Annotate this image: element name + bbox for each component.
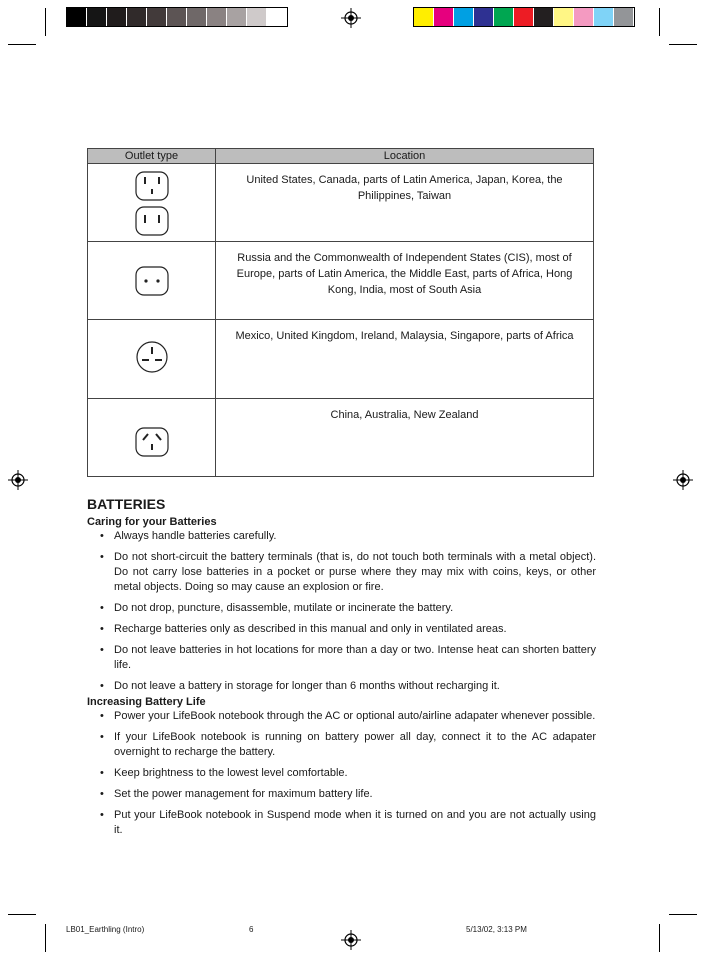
us-two-prong-outlet-icon (132, 204, 172, 238)
color-swatch (474, 8, 494, 26)
outlet-cell (88, 399, 216, 477)
color-swatch (554, 8, 574, 26)
crop-mark (45, 924, 46, 952)
crop-mark (659, 924, 660, 952)
footer-page-number: 6 (249, 925, 254, 934)
table-row (88, 320, 594, 399)
registration-mark-icon (341, 930, 361, 950)
color-swatch (227, 8, 247, 26)
color-swatch (594, 8, 614, 26)
round-pin-outlet-icon (132, 264, 172, 298)
color-swatch (127, 8, 147, 26)
crop-mark (659, 8, 660, 36)
color-swatch (147, 8, 167, 26)
list-item: • If your LifeBook notebook is running on battery power all day, connect it to the AC adapater overnight to recharge the battery. (87, 730, 596, 760)
registration-mark-icon (8, 470, 28, 490)
color-swatch (247, 8, 267, 26)
color-swatch (267, 8, 287, 26)
caring-heading: Caring for your Batteries (87, 516, 217, 528)
color-swatch (87, 8, 107, 26)
increasing-heading: Increasing Battery Life (87, 696, 206, 708)
location-cell: China, Australia, New Zealand (216, 399, 594, 477)
crop-mark (8, 44, 36, 45)
color-swatch (207, 8, 227, 26)
list-item: • Keep brightness to the lowest level comfortable. (87, 766, 596, 781)
color-swatch (514, 8, 534, 26)
registration-mark-icon (341, 8, 361, 28)
crop-mark (669, 914, 697, 915)
crop-mark (8, 914, 36, 915)
table-header-row (88, 149, 594, 164)
outlet-type-header: Outlet type (88, 149, 216, 164)
table-row (88, 399, 594, 477)
uk-three-pin-outlet-icon (132, 339, 172, 375)
color-swatch (187, 8, 207, 26)
outlet-cell (88, 164, 216, 242)
location-cell: Mexico, United Kingdom, Ireland, Malaysia, Singapore, parts of Africa (216, 320, 594, 399)
color-swatch (494, 8, 514, 26)
section-title: BATTERIES (87, 496, 166, 512)
process-color-bar (413, 7, 635, 27)
grayscale-color-bar (66, 7, 288, 27)
color-swatch (534, 8, 554, 26)
crop-mark (45, 8, 46, 36)
location-cell: Russia and the Commonwealth of Independent States (CIS), most of Europe, parts of Latin America, the Middle East, parts of Africa, Hong Kong, India, most of South Asia (216, 242, 594, 320)
increasing-list (87, 709, 596, 844)
list-item: • Do not leave a battery in storage for longer than 6 months without recharging it. (87, 679, 596, 694)
table-row (88, 164, 594, 242)
outlet-cell (88, 320, 216, 399)
list-item: • Do not drop, puncture, disassemble, mutilate or incinerate the battery. (87, 601, 596, 616)
location-cell: United States, Canada, parts of Latin America, Japan, Korea, the Philippines, Taiwan (216, 164, 594, 242)
list-item: • Always handle batteries carefully. (87, 529, 596, 544)
table-row (88, 242, 594, 320)
color-swatch (574, 8, 594, 26)
color-swatch (67, 8, 87, 26)
color-swatch (414, 8, 434, 26)
color-swatch (167, 8, 187, 26)
registration-mark-icon (673, 470, 693, 490)
color-swatch (614, 8, 634, 26)
color-swatch (107, 8, 127, 26)
list-item: • Do not short-circuit the battery terminals (that is, do not touch both terminals with a metal object). Do not carry lose batteries in a pocket or purse where they may mix with coins, keys, or other metal objects. Doing so may cause an explosion or fire. (87, 550, 596, 595)
outlet-type-table (87, 148, 594, 477)
list-item: • Set the power management for maximum battery life. (87, 787, 596, 802)
outlet-cell (88, 242, 216, 320)
color-swatch (434, 8, 454, 26)
list-item: • Put your LifeBook notebook in Suspend mode when it is turned on and you are not actually using it. (87, 808, 596, 838)
list-item: • Power your LifeBook notebook through the AC or optional auto/airline adapater whenever possible. (87, 709, 596, 724)
list-item: • Do not leave batteries in hot locations for more than a day or two. Intense heat can shorten battery life. (87, 643, 596, 673)
crop-mark (669, 44, 697, 45)
caring-list (87, 529, 596, 700)
angled-pin-outlet-icon (132, 425, 172, 459)
footer-timestamp: 5/13/02, 3:13 PM (466, 925, 527, 934)
location-header: Location (216, 149, 594, 164)
footer-file-name: LB01_Earthling (Intro) (66, 925, 145, 934)
us-grounded-outlet-icon (132, 169, 172, 203)
color-swatch (454, 8, 474, 26)
list-item: • Recharge batteries only as described in this manual and only in ventilated areas. (87, 622, 596, 637)
